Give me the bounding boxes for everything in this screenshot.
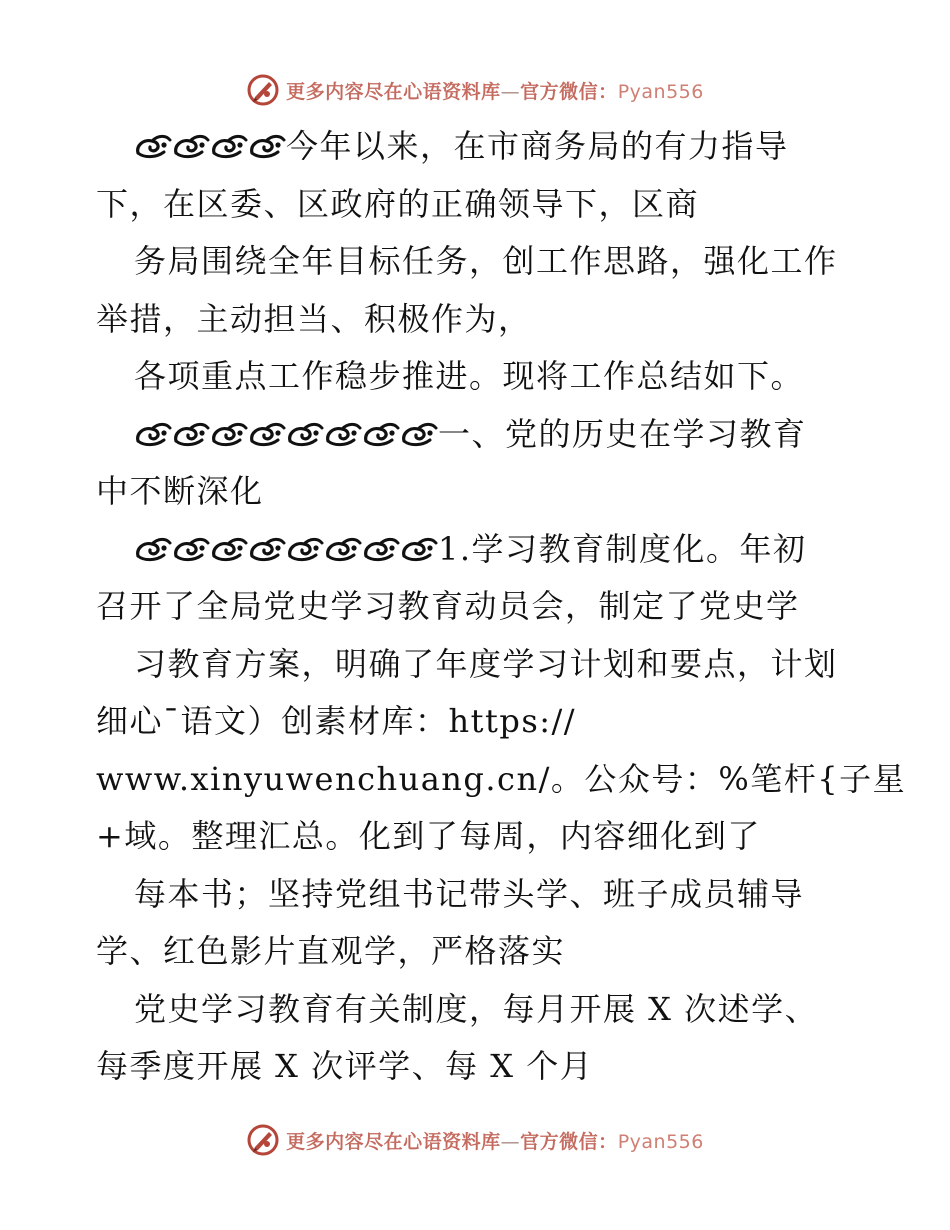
text-line-content: 每季度开展 X 次评学、每 X 个月	[96, 1047, 594, 1085]
banner-text	[286, 77, 704, 104]
banner-separator: —	[500, 1130, 521, 1153]
banner-wechat-id: Pyan556	[617, 1130, 704, 1153]
text-line	[96, 406, 876, 464]
banner-wechat-id: Pyan556	[617, 80, 704, 103]
text-line-content: 中不断深化	[96, 472, 264, 510]
text-line-content: 召开了全局党史学习教育动员会，制定了党史学	[96, 587, 800, 625]
text-line-content: 党史学习教育有关制度，每月开展 X 次述学、	[134, 989, 819, 1028]
ornament-glyph-icon	[210, 131, 248, 161]
text-line-content: 下，在区委、区政府的正确领导下，区商	[96, 184, 700, 223]
text-line	[96, 981, 876, 1039]
ornament-glyph-icon	[248, 419, 286, 449]
text-line	[96, 463, 876, 521]
ornament-glyph-icon	[400, 419, 438, 449]
ornament-glyph-icon	[248, 131, 286, 161]
pen-logo-icon	[246, 73, 280, 107]
header-banner	[0, 70, 950, 110]
text-line-content: 每本书；坚持党组书记带头学、班子成员辅导	[134, 874, 805, 913]
ornament-glyph-icon	[286, 534, 324, 564]
text-line	[96, 636, 876, 694]
text-line-content: 1.学习教育制度化。年初	[438, 529, 807, 568]
ornament-glyph-icon	[248, 534, 286, 564]
text-line	[96, 693, 876, 751]
banner-text	[286, 1127, 704, 1154]
text-line-content: 今年以来，在市商务局的有力指导	[286, 127, 789, 165]
text-line	[96, 1038, 876, 1096]
ornament-glyph-icon	[210, 419, 248, 449]
text-line-content: 一、党的历史在学习教育	[438, 414, 807, 453]
text-line-content: 学、红色影片直观学，严格落实	[96, 932, 566, 970]
text-line	[96, 751, 907, 809]
text-line	[96, 348, 876, 406]
ornament-glyph-icon	[172, 419, 210, 449]
ornament-glyph-icon	[324, 534, 362, 564]
banner-wechat-label: 官方微信：	[520, 80, 618, 103]
text-line	[96, 291, 876, 349]
text-line	[96, 118, 876, 176]
ornament-glyph-icon	[362, 534, 400, 564]
text-line	[96, 176, 876, 234]
text-line	[96, 521, 876, 579]
text-line-content: www.xinyuwenchuang.cn/。公众号：%笔杆{子星	[96, 759, 907, 798]
ornament-glyph-icon	[286, 419, 324, 449]
text-line-content: 习教育方案，明确了年度学习计划和要点，计划	[134, 644, 838, 683]
banner-title: 更多内容尽在心语资料库	[286, 1130, 501, 1153]
ornament-glyph-icon	[134, 131, 172, 161]
ornament-glyph-icon	[210, 534, 248, 564]
banner-separator: —	[500, 80, 521, 103]
text-line-content: 举措，主动担当、积极作为，	[96, 299, 532, 338]
text-line-content: 务局围绕全年目标任务，创工作思路，强化工作	[134, 242, 838, 280]
ornament-glyph-icon	[324, 419, 362, 449]
ornament-glyph-icon	[172, 131, 210, 161]
footer-banner	[0, 1120, 950, 1160]
text-line	[96, 808, 876, 866]
ornament-glyph-icon	[400, 534, 438, 564]
text-line	[96, 233, 876, 291]
text-line	[96, 923, 876, 981]
ornament-glyph-icon	[134, 534, 172, 564]
text-line-content: +域。整理汇总。化到了每周，内容细化到了	[96, 817, 761, 855]
text-line	[96, 578, 876, 636]
ornament-glyph-icon	[172, 534, 210, 564]
banner-wechat-label: 官方微信：	[520, 1130, 618, 1153]
ornament-glyph-icon	[362, 419, 400, 449]
ornament-glyph-icon	[134, 419, 172, 449]
banner-title: 更多内容尽在心语资料库	[286, 80, 501, 103]
document-body	[96, 118, 907, 1096]
text-line-content: 各项重点工作稳步推进。现将工作总结如下。	[134, 357, 805, 395]
pen-logo-icon	[246, 1123, 280, 1157]
text-line-content: 细心¯语文）创素材库：https://	[96, 702, 577, 740]
text-line	[96, 866, 876, 924]
